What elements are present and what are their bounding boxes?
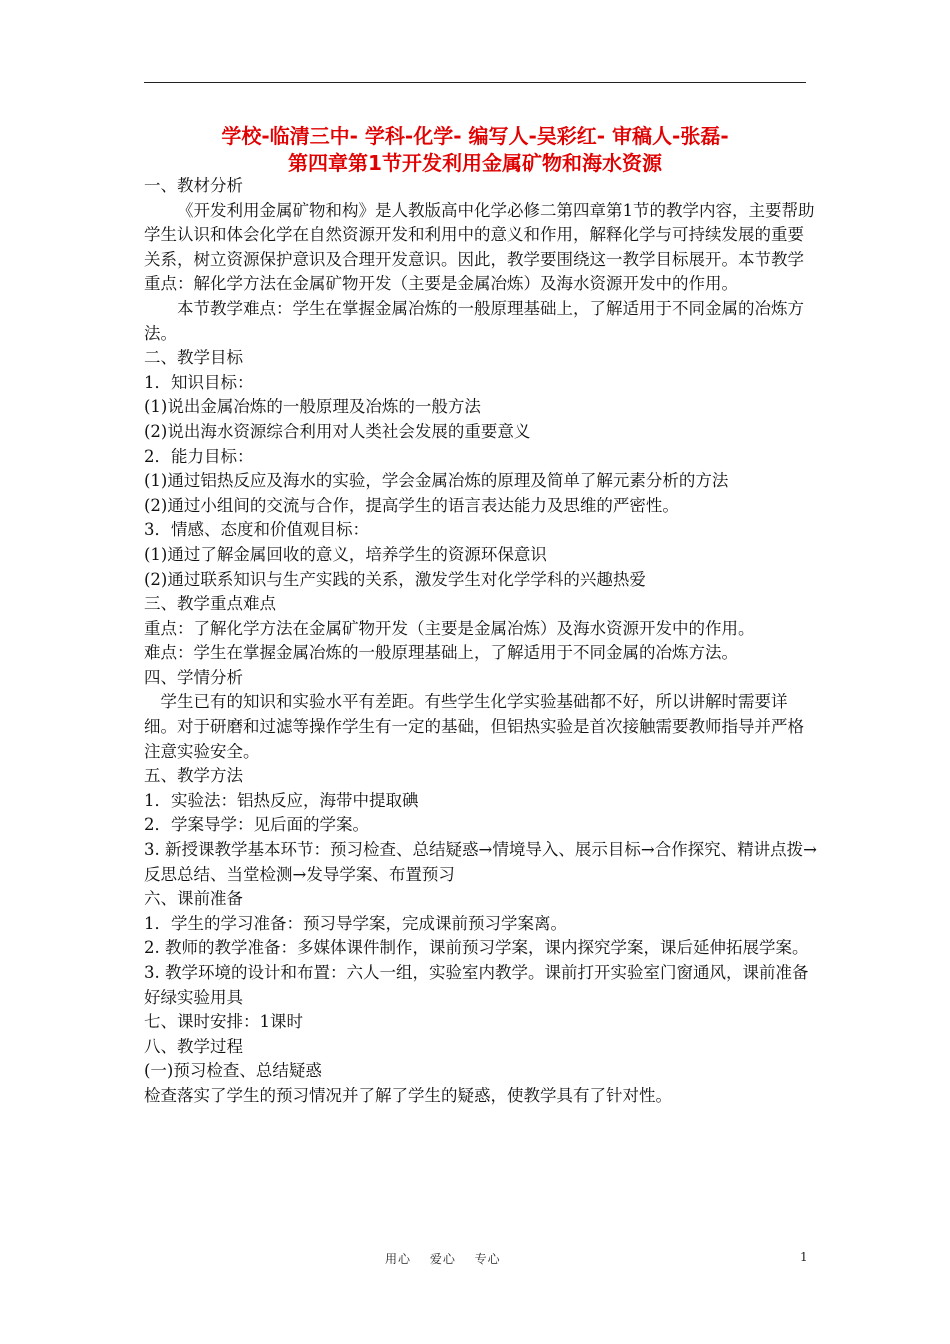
list-item: 1．学生的学习准备：预习导学案，完成课前预习学案离。 [144, 913, 567, 933]
section-heading: 三、教学重点难点 [144, 594, 276, 614]
document-title-line1: 学校-临清三中- 学科-化学- 编写人-吴彩红- 审稿人-张磊- [221, 124, 729, 148]
header-rule [144, 82, 806, 83]
paragraph: 《开发利用金属矿物和构》是人教版高中化学必修二第四章第1节的教学内容，主要帮助学生认识和体会化学在自然资源开发和利用中的意义和作用，解释化学与可持续发展的重要关系，树立资源保护意识及合理开发意识。因此，教学要围绕这一教学目标展开。本节教学重点：解化学方法在金属矿物开发（主要是金属冶炼）及海水资源开发中的作用。 [144, 200, 815, 294]
section-heading: 五、教学方法 [144, 766, 243, 786]
subheading: 1．知识目标： [144, 372, 254, 392]
subheading: 2．能力目标： [144, 446, 254, 466]
document-title-line2: 第四章第1节开发利用金属矿物和海水资源 [288, 151, 662, 175]
document-body [144, 174, 820, 1109]
list-item: 2．学案导学：见后面的学案。 [144, 815, 369, 835]
section-heading: 二、教学目标 [144, 348, 243, 368]
section-heading: 四、学情分析 [144, 667, 243, 687]
paragraph: 检查落实了学生的预习情况并了解了学生的疑惑，使教学具有了针对性。 [144, 1085, 672, 1105]
section-heading: 七、课时安排：1课时 [144, 1012, 303, 1032]
section-heading: 六、课前准备 [144, 889, 243, 909]
footer-motto: 用心 爱心 专心 [385, 1252, 501, 1266]
list-item: (2)通过小组间的交流与合作，提高学生的语言表达能力及思维的严密性。 [144, 495, 679, 515]
paragraph: 学生已有的知识和实验水平有差距。有些学生化学实验基础都不好，所以讲解时需要详细。对于研磨和过滤等操作学生有一定的基础，但铝热实验是首次接触需要教师指导并严格注意实验安全。 [144, 692, 804, 761]
list-item: 3. 新授课教学基本环节：预习检查、总结疑惑→情境导入、展示目标→合作探究、精讲点拨→反思总结、当堂检测→发导学案、布置预习 [144, 840, 817, 884]
list-item: (1)说出金属冶炼的一般原理及冶炼的一般方法 [144, 397, 481, 417]
list-item: (2)说出海水资源综合利用对人类社会发展的重要意义 [144, 421, 531, 441]
section-heading: 一、教材分析 [144, 176, 243, 195]
paragraph: 难点：学生在掌握金属冶炼的一般原理基础上，了解适用于不同金属的冶炼方法。 [144, 643, 738, 663]
list-item: 2. 教师的教学准备：多媒体课件制作，课前预习学案，课内探究学案，课后延伸拓展学案。3. 教学环境的设计和布置：六人一组，实验室内教学。课前打开实验室门窗通风，课前准备好绿实验用具 [144, 938, 809, 1007]
paragraph: 本节教学难点：学生在掌握金属冶炼的一般原理基础上，了解适用于不同金属的冶炼方法。 [144, 298, 804, 343]
subheading: (一)预习检查、总结疑惑 [144, 1061, 322, 1081]
list-item: (1)通过铝热反应及海水的实验，学会金属冶炼的原理及简单了解元素分析的方法 [144, 471, 729, 491]
page-number: 1 [800, 1250, 808, 1264]
section-heading: 八、教学过程 [144, 1036, 243, 1056]
list-item: (2)通过联系知识与生产实践的关系，激发学生对化学学科的兴趣热爱 [144, 569, 646, 589]
paragraph: 重点：了解化学方法在金属矿物开发（主要是金属冶炼）及海水资源开发中的作用。 [144, 618, 755, 638]
list-item: 1．实验法：铝热反应，海带中提取碘 [144, 790, 419, 810]
subheading: 3．情感、态度和价值观目标： [144, 520, 369, 540]
list-item: (1)通过了解金属回收的意义，培养学生的资源环保意识 [144, 544, 547, 564]
